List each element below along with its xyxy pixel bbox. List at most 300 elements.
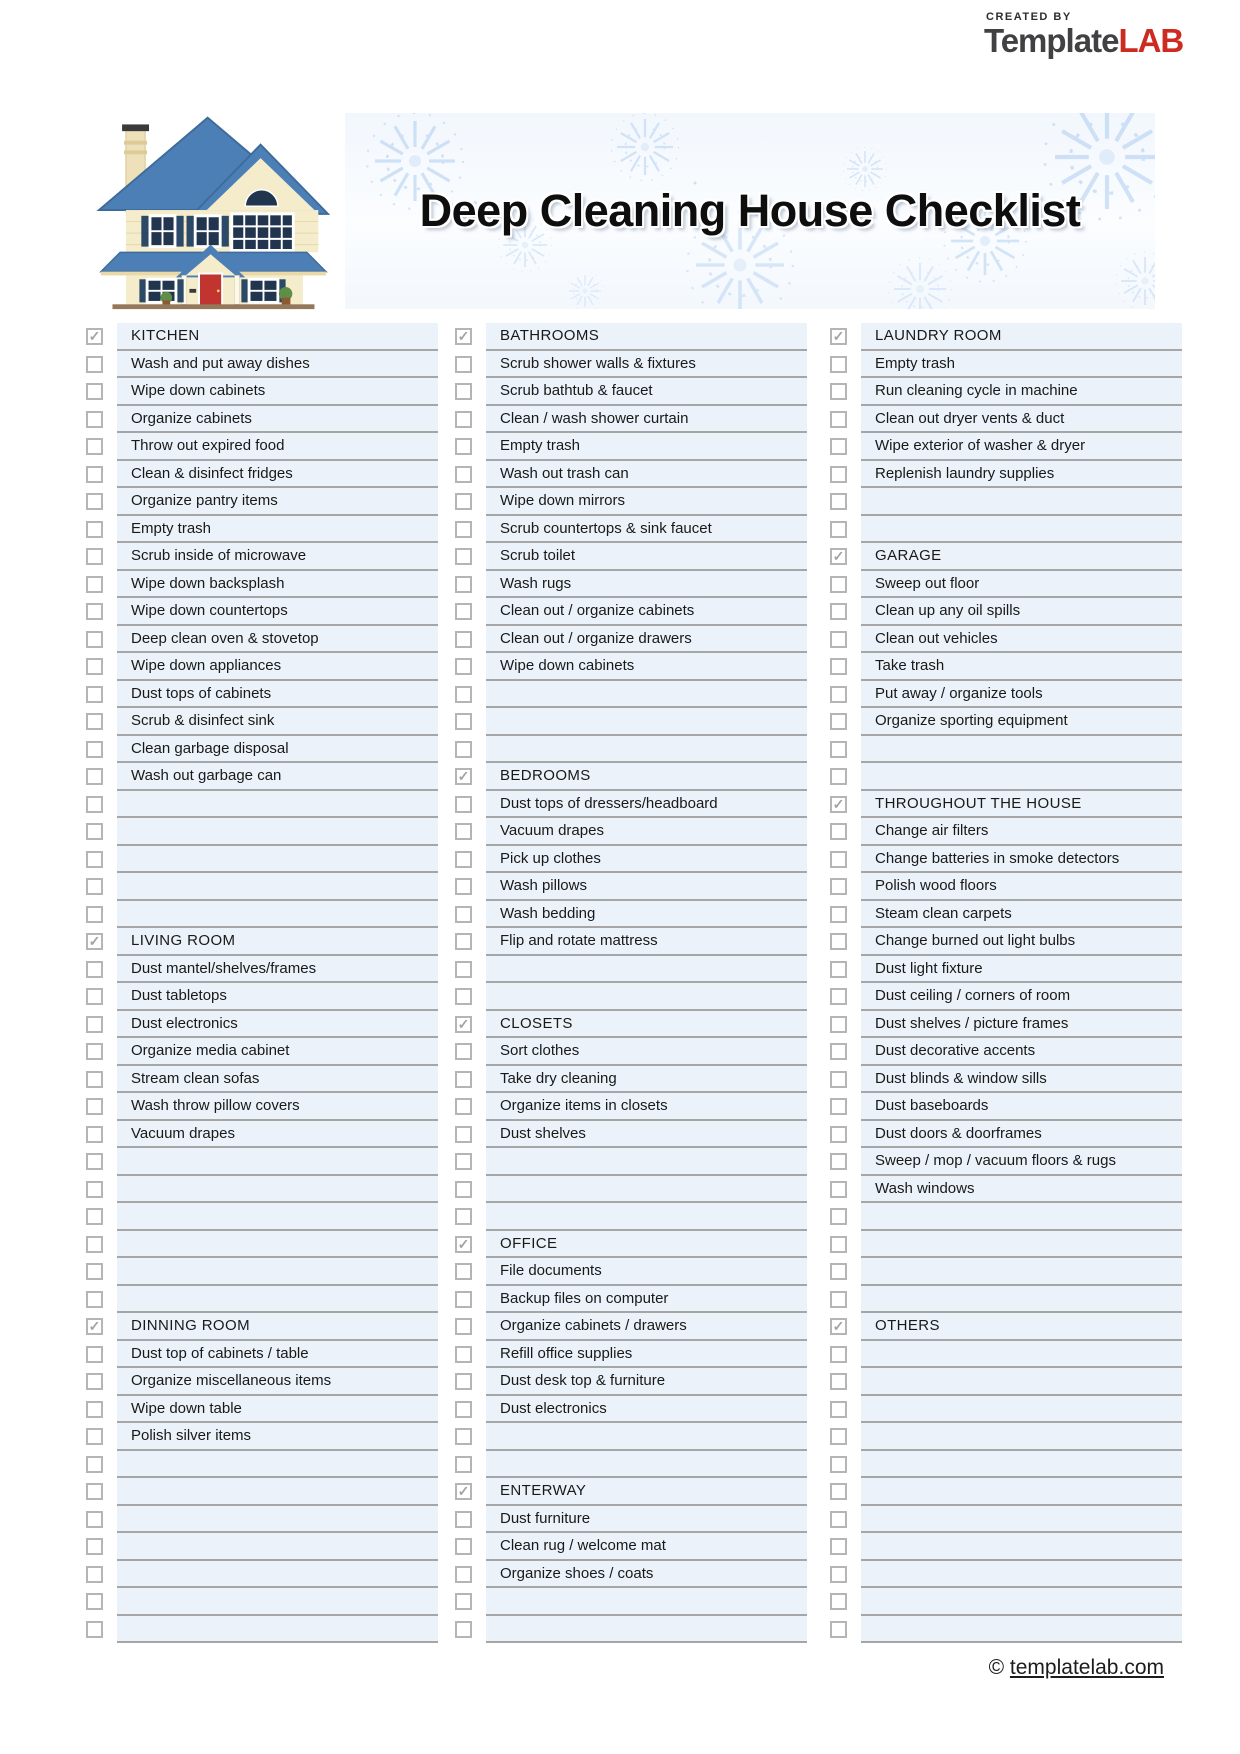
empty-line bbox=[117, 873, 438, 901]
checkbox-icon[interactable] bbox=[830, 1291, 847, 1308]
checkbox-icon[interactable] bbox=[830, 493, 847, 510]
checkbox-icon[interactable] bbox=[455, 1373, 472, 1390]
checkbox-icon[interactable] bbox=[830, 1181, 847, 1198]
checklist-row bbox=[830, 1616, 1182, 1644]
checkbox-icon[interactable] bbox=[830, 631, 847, 648]
checklist-row bbox=[830, 818, 1182, 846]
checkbox-icon[interactable] bbox=[86, 356, 103, 373]
checklist-row bbox=[455, 983, 807, 1011]
item-label: Wipe down cabinets bbox=[117, 378, 438, 406]
item-label: Scrub toilet bbox=[486, 543, 807, 571]
checkbox-icon[interactable] bbox=[86, 851, 103, 868]
empty-line bbox=[861, 1258, 1182, 1286]
checkbox-icon[interactable] bbox=[455, 1043, 472, 1060]
checkbox-icon[interactable] bbox=[86, 1511, 103, 1528]
checklist-row bbox=[455, 433, 807, 461]
item-label: Scrub bathtub & faucet bbox=[486, 378, 807, 406]
checklist-row bbox=[830, 1038, 1182, 1066]
checkbox-icon[interactable] bbox=[86, 1456, 103, 1473]
checkbox-icon[interactable] bbox=[455, 1566, 472, 1583]
checklist-row bbox=[455, 1451, 807, 1479]
item-label: Put away / organize tools bbox=[861, 681, 1182, 709]
checklist-row bbox=[455, 1148, 807, 1176]
checkbox-icon[interactable] bbox=[830, 1043, 847, 1060]
section-title: LAUNDRY ROOM bbox=[861, 323, 1182, 351]
checkbox-icon[interactable] bbox=[86, 438, 103, 455]
checklist-row bbox=[86, 1148, 438, 1176]
checklist-row bbox=[86, 1093, 438, 1121]
section-title: LIVING ROOM bbox=[117, 928, 438, 956]
checkbox-icon[interactable] bbox=[455, 961, 472, 978]
checklist-row bbox=[86, 708, 438, 736]
checkbox-icon[interactable] bbox=[455, 1208, 472, 1225]
checkbox-icon[interactable] bbox=[455, 851, 472, 868]
empty-line bbox=[486, 1203, 807, 1231]
item-label: Change burned out light bulbs bbox=[861, 928, 1182, 956]
checkbox-icon[interactable] bbox=[455, 466, 472, 483]
checkbox-icon[interactable] bbox=[86, 906, 103, 923]
checkbox-icon[interactable] bbox=[86, 521, 103, 538]
checklist-row bbox=[455, 1368, 807, 1396]
empty-line bbox=[861, 1286, 1182, 1314]
item-label: Clean / wash shower curtain bbox=[486, 406, 807, 434]
section-row bbox=[830, 323, 1182, 351]
checkbox-checked-icon[interactable]: ✓ bbox=[830, 1318, 847, 1335]
checkbox-icon[interactable] bbox=[830, 1401, 847, 1418]
checkbox-icon[interactable] bbox=[830, 1098, 847, 1115]
checkbox-icon[interactable] bbox=[455, 411, 472, 428]
checklist-row bbox=[830, 351, 1182, 379]
checkbox-icon[interactable] bbox=[455, 548, 472, 565]
checklist-row bbox=[86, 1121, 438, 1149]
checklist-row bbox=[830, 1148, 1182, 1176]
item-label: Empty trash bbox=[861, 351, 1182, 379]
checkbox-icon[interactable] bbox=[86, 1401, 103, 1418]
checklist-row bbox=[830, 1341, 1182, 1369]
empty-line bbox=[861, 736, 1182, 764]
checklist-row bbox=[455, 901, 807, 929]
item-label: Wash windows bbox=[861, 1176, 1182, 1204]
checkbox-icon[interactable] bbox=[455, 658, 472, 675]
checkbox-icon[interactable] bbox=[86, 576, 103, 593]
section-row bbox=[830, 543, 1182, 571]
checklist-row bbox=[455, 1203, 807, 1231]
checkbox-icon[interactable] bbox=[86, 741, 103, 758]
checkbox-icon[interactable] bbox=[455, 1511, 472, 1528]
empty-line bbox=[861, 1341, 1182, 1369]
checkbox-icon[interactable] bbox=[455, 796, 472, 813]
checkbox-icon[interactable] bbox=[455, 686, 472, 703]
checkbox-icon[interactable] bbox=[455, 1621, 472, 1638]
checklist-row bbox=[455, 873, 807, 901]
checkbox-icon[interactable] bbox=[830, 988, 847, 1005]
checklist-row bbox=[86, 763, 438, 791]
checkbox-icon[interactable] bbox=[86, 1566, 103, 1583]
checkbox-checked-icon[interactable]: ✓ bbox=[830, 328, 847, 345]
checkbox-icon[interactable] bbox=[86, 1098, 103, 1115]
checklist-row bbox=[830, 1533, 1182, 1561]
section-row bbox=[455, 1478, 807, 1506]
checkbox-icon[interactable] bbox=[86, 988, 103, 1005]
empty-line bbox=[486, 681, 807, 709]
empty-line bbox=[861, 1588, 1182, 1616]
item-label: Clean up any oil spills bbox=[861, 598, 1182, 626]
checkbox-icon[interactable] bbox=[86, 1483, 103, 1500]
checklist-row bbox=[455, 598, 807, 626]
empty-line bbox=[117, 1148, 438, 1176]
item-label: Clean out dryer vents & duct bbox=[861, 406, 1182, 434]
item-label: Wipe down table bbox=[117, 1396, 438, 1424]
checkbox-icon[interactable] bbox=[455, 713, 472, 730]
checklist-row bbox=[830, 1478, 1182, 1506]
checkbox-icon[interactable] bbox=[86, 823, 103, 840]
checkbox-icon[interactable] bbox=[830, 741, 847, 758]
item-label: Dust mantel/shelves/frames bbox=[117, 956, 438, 984]
checklist-row bbox=[455, 1121, 807, 1149]
checkbox-icon[interactable] bbox=[830, 878, 847, 895]
checkbox-icon[interactable] bbox=[86, 1016, 103, 1033]
item-label: Clean out vehicles bbox=[861, 626, 1182, 654]
checklist-row bbox=[455, 708, 807, 736]
checkbox-checked-icon[interactable]: ✓ bbox=[86, 1318, 103, 1335]
checklist-row bbox=[830, 736, 1182, 764]
checkbox-icon[interactable] bbox=[830, 1621, 847, 1638]
checkbox-checked-icon[interactable]: ✓ bbox=[86, 933, 103, 950]
section-title: CLOSETS bbox=[486, 1011, 807, 1039]
checkbox-icon[interactable] bbox=[830, 1126, 847, 1143]
item-label: Organize items in closets bbox=[486, 1093, 807, 1121]
checklist-row bbox=[455, 1533, 807, 1561]
section-row bbox=[86, 928, 438, 956]
checklist-row bbox=[830, 1203, 1182, 1231]
checklist-row bbox=[830, 956, 1182, 984]
item-label: Change batteries in smoke detectors bbox=[861, 846, 1182, 874]
checkbox-icon[interactable] bbox=[455, 1456, 472, 1473]
checkbox-icon[interactable] bbox=[86, 1153, 103, 1170]
empty-line bbox=[861, 516, 1182, 544]
item-label: Dust light fixture bbox=[861, 956, 1182, 984]
checklist-row bbox=[86, 1203, 438, 1231]
empty-line bbox=[117, 1561, 438, 1589]
checkbox-icon[interactable] bbox=[86, 658, 103, 675]
checkbox-icon[interactable] bbox=[455, 1538, 472, 1555]
checkbox-icon[interactable] bbox=[830, 576, 847, 593]
checklist-row bbox=[86, 433, 438, 461]
checkbox-icon[interactable] bbox=[86, 713, 103, 730]
checkbox-icon[interactable] bbox=[86, 1346, 103, 1363]
section-title: THROUGHOUT THE HOUSE bbox=[861, 791, 1182, 819]
checkbox-icon[interactable] bbox=[830, 521, 847, 538]
checkbox-icon[interactable] bbox=[86, 1373, 103, 1390]
checkbox-checked-icon[interactable]: ✓ bbox=[455, 1016, 472, 1033]
checklist-row bbox=[830, 1423, 1182, 1451]
checkbox-icon[interactable] bbox=[455, 383, 472, 400]
item-label: Empty trash bbox=[117, 516, 438, 544]
checklist-row bbox=[455, 488, 807, 516]
checklist-row bbox=[830, 1011, 1182, 1039]
empty-line bbox=[486, 1176, 807, 1204]
checklist-row bbox=[86, 1341, 438, 1369]
checkbox-icon[interactable] bbox=[830, 768, 847, 785]
item-label: Deep clean oven & stovetop bbox=[117, 626, 438, 654]
checkbox-icon[interactable] bbox=[86, 1538, 103, 1555]
checkbox-icon[interactable] bbox=[455, 1346, 472, 1363]
item-label: Run cleaning cycle in machine bbox=[861, 378, 1182, 406]
checkbox-icon[interactable] bbox=[455, 603, 472, 620]
item-label: Vacuum drapes bbox=[486, 818, 807, 846]
checkbox-icon[interactable] bbox=[455, 1153, 472, 1170]
checkbox-icon[interactable] bbox=[86, 686, 103, 703]
item-label: Refill office supplies bbox=[486, 1341, 807, 1369]
section-title: GARAGE bbox=[861, 543, 1182, 571]
item-label: Wipe down countertops bbox=[117, 598, 438, 626]
empty-line bbox=[117, 901, 438, 929]
checklist-row bbox=[830, 1093, 1182, 1121]
checkbox-checked-icon[interactable]: ✓ bbox=[830, 796, 847, 813]
checklist-row bbox=[455, 1066, 807, 1094]
checkbox-icon[interactable] bbox=[86, 411, 103, 428]
checkbox-icon[interactable] bbox=[86, 1071, 103, 1088]
checkbox-icon[interactable] bbox=[86, 796, 103, 813]
checkbox-icon[interactable] bbox=[455, 741, 472, 758]
checkbox-icon[interactable] bbox=[830, 1071, 847, 1088]
checkbox-icon[interactable] bbox=[86, 548, 103, 565]
checklist-row bbox=[86, 653, 438, 681]
item-label: Dust blinds & window sills bbox=[861, 1066, 1182, 1094]
checkbox-icon[interactable] bbox=[455, 988, 472, 1005]
checkbox-icon[interactable] bbox=[455, 823, 472, 840]
section-row bbox=[455, 1231, 807, 1259]
checklist-row bbox=[455, 928, 807, 956]
checkbox-icon[interactable] bbox=[830, 686, 847, 703]
checkbox-icon[interactable] bbox=[830, 1236, 847, 1253]
checklist-row bbox=[455, 406, 807, 434]
checklist-row bbox=[455, 1341, 807, 1369]
item-label: Wash out trash can bbox=[486, 461, 807, 489]
item-label: Organize shoes / coats bbox=[486, 1561, 807, 1589]
checkbox-icon[interactable] bbox=[455, 438, 472, 455]
checkbox-icon[interactable] bbox=[830, 1016, 847, 1033]
checkbox-icon[interactable] bbox=[86, 1263, 103, 1280]
checkbox-icon[interactable] bbox=[86, 1208, 103, 1225]
checkbox-icon[interactable] bbox=[455, 1593, 472, 1610]
checkbox-icon[interactable] bbox=[830, 438, 847, 455]
checkbox-icon[interactable] bbox=[455, 1098, 472, 1115]
templatelab-link[interactable]: templatelab.com bbox=[1009, 1656, 1164, 1679]
checkbox-icon[interactable] bbox=[86, 631, 103, 648]
item-label: Wash and put away dishes bbox=[117, 351, 438, 379]
checkbox-icon[interactable] bbox=[86, 768, 103, 785]
item-label: Dust ceiling / corners of room bbox=[861, 983, 1182, 1011]
checklist-row bbox=[86, 598, 438, 626]
item-label: Wash pillows bbox=[486, 873, 807, 901]
checklist-row bbox=[455, 956, 807, 984]
checkbox-icon[interactable] bbox=[86, 493, 103, 510]
item-label: Change air filters bbox=[861, 818, 1182, 846]
item-label: Scrub countertops & sink faucet bbox=[486, 516, 807, 544]
checkbox-icon[interactable] bbox=[830, 1456, 847, 1473]
checkbox-icon[interactable] bbox=[830, 961, 847, 978]
checkbox-icon[interactable] bbox=[455, 1126, 472, 1143]
checklist-row bbox=[830, 598, 1182, 626]
section-title: ENTERWAY bbox=[486, 1478, 807, 1506]
checkbox-icon[interactable] bbox=[455, 493, 472, 510]
checkbox-icon[interactable] bbox=[455, 933, 472, 950]
checkbox-checked-icon[interactable]: ✓ bbox=[86, 328, 103, 345]
empty-line bbox=[117, 1176, 438, 1204]
checkbox-icon[interactable] bbox=[455, 1263, 472, 1280]
checklist-row bbox=[86, 488, 438, 516]
checklist-row bbox=[86, 1588, 438, 1616]
checkbox-icon[interactable] bbox=[830, 1346, 847, 1363]
checklist-row bbox=[455, 1506, 807, 1534]
item-label: Scrub shower walls & fixtures bbox=[486, 351, 807, 379]
checklist-row bbox=[455, 1038, 807, 1066]
checklist-row bbox=[86, 1286, 438, 1314]
checkbox-icon[interactable] bbox=[455, 1401, 472, 1418]
checklist-row bbox=[86, 1561, 438, 1589]
checkbox-icon[interactable] bbox=[86, 1593, 103, 1610]
item-label: Wipe down appliances bbox=[117, 653, 438, 681]
empty-line bbox=[117, 818, 438, 846]
item-label: Clean out / organize drawers bbox=[486, 626, 807, 654]
section-row bbox=[830, 1313, 1182, 1341]
checkbox-icon[interactable] bbox=[455, 1291, 472, 1308]
checkbox-icon[interactable] bbox=[455, 906, 472, 923]
empty-line bbox=[117, 1616, 438, 1644]
item-label: Flip and rotate mattress bbox=[486, 928, 807, 956]
checkbox-icon[interactable] bbox=[86, 1126, 103, 1143]
item-label: Dust shelves / picture frames bbox=[861, 1011, 1182, 1039]
checkbox-icon[interactable] bbox=[455, 576, 472, 593]
checkbox-icon[interactable] bbox=[830, 1593, 847, 1610]
checklist-row bbox=[830, 378, 1182, 406]
item-label: Organize miscellaneous items bbox=[117, 1368, 438, 1396]
checkbox-checked-icon[interactable]: ✓ bbox=[455, 1236, 472, 1253]
checklist-column-3 bbox=[830, 323, 1182, 1643]
item-label: Wipe exterior of washer & dryer bbox=[861, 433, 1182, 461]
checkbox-icon[interactable] bbox=[830, 933, 847, 950]
empty-line bbox=[861, 1423, 1182, 1451]
checkbox-icon[interactable] bbox=[830, 1263, 847, 1280]
checklist-row bbox=[86, 1231, 438, 1259]
section-row bbox=[455, 1011, 807, 1039]
checklist-row bbox=[455, 1561, 807, 1589]
checkbox-icon[interactable] bbox=[86, 603, 103, 620]
checkbox-icon[interactable] bbox=[830, 906, 847, 923]
checklist-row bbox=[830, 1396, 1182, 1424]
checklist-row bbox=[86, 873, 438, 901]
checkbox-icon[interactable] bbox=[455, 356, 472, 373]
checkbox-icon[interactable] bbox=[455, 1071, 472, 1088]
empty-line bbox=[486, 1616, 807, 1644]
empty-line bbox=[117, 1588, 438, 1616]
checkbox-icon[interactable] bbox=[86, 383, 103, 400]
checkbox-checked-icon[interactable]: ✓ bbox=[830, 548, 847, 565]
checkbox-icon[interactable] bbox=[830, 1428, 847, 1445]
checkbox-icon[interactable] bbox=[830, 1208, 847, 1225]
checkbox-icon[interactable] bbox=[830, 713, 847, 730]
checkbox-icon[interactable] bbox=[830, 411, 847, 428]
checkbox-icon[interactable] bbox=[86, 1291, 103, 1308]
checkbox-checked-icon[interactable]: ✓ bbox=[455, 328, 472, 345]
checklist-row bbox=[86, 1038, 438, 1066]
checkbox-icon[interactable] bbox=[86, 878, 103, 895]
checklist-row bbox=[455, 653, 807, 681]
checkbox-icon[interactable] bbox=[830, 1511, 847, 1528]
empty-line bbox=[861, 1368, 1182, 1396]
checklist-row bbox=[455, 1423, 807, 1451]
checkbox-icon[interactable] bbox=[830, 1153, 847, 1170]
checkbox-icon[interactable] bbox=[455, 521, 472, 538]
checklist-row bbox=[830, 1176, 1182, 1204]
empty-line bbox=[861, 1451, 1182, 1479]
checklist-row bbox=[455, 818, 807, 846]
checkbox-icon[interactable] bbox=[455, 878, 472, 895]
checklist-row bbox=[830, 488, 1182, 516]
item-label: Dust top of cabinets / table bbox=[117, 1341, 438, 1369]
checkbox-icon[interactable] bbox=[830, 1483, 847, 1500]
checkbox-icon[interactable] bbox=[830, 383, 847, 400]
item-label: Wipe down backsplash bbox=[117, 571, 438, 599]
checklist-row bbox=[455, 1286, 807, 1314]
checkbox-icon[interactable] bbox=[830, 851, 847, 868]
checkbox-icon[interactable] bbox=[455, 1428, 472, 1445]
checkbox-icon[interactable] bbox=[86, 1181, 103, 1198]
checkbox-icon[interactable] bbox=[830, 1566, 847, 1583]
section-title: KITCHEN bbox=[117, 323, 438, 351]
checkbox-icon[interactable] bbox=[455, 1181, 472, 1198]
checkbox-icon[interactable] bbox=[830, 1538, 847, 1555]
checkbox-icon[interactable] bbox=[86, 1236, 103, 1253]
item-label: Wipe down mirrors bbox=[486, 488, 807, 516]
checklist-row bbox=[455, 681, 807, 709]
checkbox-checked-icon[interactable]: ✓ bbox=[455, 1483, 472, 1500]
item-label: Throw out expired food bbox=[117, 433, 438, 461]
checklist-row bbox=[830, 406, 1182, 434]
empty-line bbox=[117, 791, 438, 819]
checkbox-icon[interactable] bbox=[830, 823, 847, 840]
checklist-row bbox=[830, 571, 1182, 599]
checkbox-icon[interactable] bbox=[86, 1043, 103, 1060]
checkbox-icon[interactable] bbox=[830, 603, 847, 620]
checklist-row bbox=[86, 1368, 438, 1396]
checkbox-icon[interactable] bbox=[830, 466, 847, 483]
checkbox-icon[interactable] bbox=[830, 658, 847, 675]
checklist-row bbox=[830, 763, 1182, 791]
checkbox-icon[interactable] bbox=[455, 631, 472, 648]
checklist-row bbox=[830, 983, 1182, 1011]
brand-logo bbox=[984, 12, 1183, 57]
checkbox-icon[interactable] bbox=[455, 1318, 472, 1335]
checklist-row bbox=[830, 901, 1182, 929]
checkbox-icon[interactable] bbox=[86, 1621, 103, 1638]
checkbox-icon[interactable] bbox=[86, 466, 103, 483]
section-title: BATHROOMS bbox=[486, 323, 807, 351]
checkbox-icon[interactable] bbox=[86, 1428, 103, 1445]
item-label: Pick up clothes bbox=[486, 846, 807, 874]
checkbox-icon[interactable] bbox=[86, 961, 103, 978]
checkbox-checked-icon[interactable]: ✓ bbox=[455, 768, 472, 785]
checklist-row bbox=[86, 818, 438, 846]
checkbox-icon[interactable] bbox=[830, 1373, 847, 1390]
section-title: OTHERS bbox=[861, 1313, 1182, 1341]
empty-line bbox=[486, 1423, 807, 1451]
checkbox-icon[interactable] bbox=[830, 356, 847, 373]
item-label: Vacuum drapes bbox=[117, 1121, 438, 1149]
empty-line bbox=[861, 1203, 1182, 1231]
checklist-row bbox=[455, 626, 807, 654]
